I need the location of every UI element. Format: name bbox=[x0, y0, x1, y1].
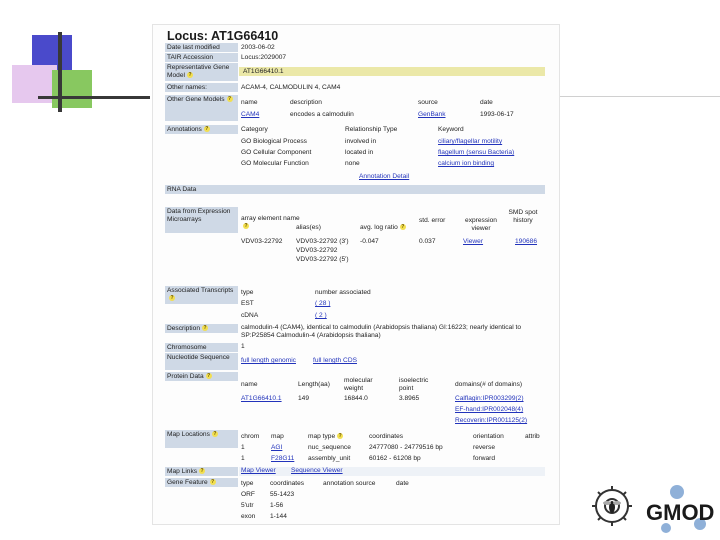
map-coordinates: 24777080 - 24779516 bp bbox=[369, 444, 443, 451]
transcript-count-link[interactable]: ( 2 ) bbox=[315, 312, 327, 319]
map-header-orientation: orientation bbox=[473, 433, 504, 440]
rep-gene-model-value: AT1G66410.1 bbox=[243, 68, 284, 75]
date-modified-value: 2003-06-02 bbox=[241, 44, 275, 51]
ogm-header-date: date bbox=[480, 99, 493, 106]
gene-feature-label: Gene Feature ? bbox=[165, 478, 238, 487]
map-coordinates: 60162 - 61208 bp bbox=[369, 455, 421, 462]
rep-gene-model-label: Representative Gene Model ? bbox=[165, 63, 238, 81]
annotation-keyword-link[interactable]: calcium ion binding bbox=[438, 160, 495, 167]
annotation-relationship: located in bbox=[345, 149, 374, 156]
help-icon[interactable]: ? bbox=[205, 126, 209, 133]
chromosome-label: Chromosome bbox=[165, 343, 238, 352]
ogm-name-link[interactable]: CAM4 bbox=[241, 111, 260, 118]
feature-type: exon bbox=[241, 513, 256, 520]
ogm-date: 1993-06-17 bbox=[480, 111, 514, 118]
transcripts-label: Associated Transcripts? bbox=[165, 286, 238, 304]
description-label: Description ? bbox=[165, 324, 238, 333]
protein-domain-link[interactable]: Calflagin:IPR003299(2) bbox=[455, 395, 524, 402]
annotations-header-category: Category bbox=[241, 126, 268, 133]
annotation-keyword-link[interactable]: flagellum (sensu Bacteria) bbox=[438, 149, 515, 156]
decor-rule-line bbox=[560, 96, 720, 97]
protein-weight: 16844.0 bbox=[344, 395, 368, 402]
annotation-detail-link[interactable]: Annotation Detail bbox=[359, 173, 410, 180]
map-header-chrom: chrom bbox=[241, 433, 260, 440]
feature-type: ORF bbox=[241, 491, 255, 498]
feature-type: 5'utr bbox=[241, 502, 254, 509]
date-modified-label: Date last modified bbox=[165, 43, 238, 52]
tair-accession-value: Locus:2029007 bbox=[241, 54, 287, 61]
ogm-header-description: description bbox=[290, 99, 322, 106]
microarray-alias: VDV03-22792 bbox=[296, 247, 338, 254]
map-orientation: reverse bbox=[473, 444, 495, 451]
microarray-alias: VDV03-22792 (3') bbox=[296, 238, 349, 245]
protein-header-name: name bbox=[241, 381, 258, 388]
feature-coordinates: 55-1423 bbox=[270, 491, 295, 498]
ogm-description: encodes a calmodulin bbox=[290, 111, 354, 118]
transcripts-header-type: type bbox=[241, 289, 254, 296]
map-type: nuc_sequence bbox=[308, 444, 351, 451]
protein-header-weight: molecular weight bbox=[344, 377, 373, 392]
gmod-logo-text: GMOD bbox=[646, 500, 715, 525]
map-chrom: 1 bbox=[241, 444, 245, 451]
decor-vertical-line bbox=[58, 32, 62, 112]
microarray-header-avg: avg. log ratio ? bbox=[360, 224, 405, 231]
microarray-avg-value: -0.047 bbox=[360, 238, 379, 245]
locus-detail-screenshot bbox=[152, 24, 560, 525]
map-links-row bbox=[239, 467, 545, 476]
gmod-logo-graphic bbox=[582, 478, 720, 540]
ogm-header-name: name bbox=[241, 99, 258, 106]
map-orientation: forward bbox=[473, 455, 495, 462]
protein-pi: 3.8965 bbox=[399, 395, 420, 402]
tair-accession-label: TAIR Accession bbox=[165, 53, 238, 62]
description-text: calmodulin-4 (CAM4), identical to calmodulin (Arabidopsis thaliana) GI:16223; nearly identical to SP:P25854 Calmodulin-4 (Arabidopsis thaliana) bbox=[241, 324, 522, 339]
annotation-relationship: involved in bbox=[345, 138, 377, 145]
help-icon[interactable]: ? bbox=[338, 433, 342, 440]
map-link[interactable]: F28G11 bbox=[271, 455, 295, 462]
help-icon[interactable]: ? bbox=[211, 479, 215, 486]
annotations-header-relationship: Relationship Type bbox=[345, 126, 398, 133]
full-genomic-link[interactable]: full length genomic bbox=[241, 357, 296, 364]
help-icon[interactable]: ? bbox=[213, 431, 217, 438]
microarray-std-value: 0.037 bbox=[419, 238, 436, 245]
ogm-header-source: source bbox=[418, 99, 438, 106]
transcript-type: EST bbox=[241, 300, 254, 307]
sequence-viewer-link[interactable]: Sequence Viewer bbox=[291, 467, 343, 474]
other-names-value: ACAM-4, CALMODULIN 4, CAM4 bbox=[241, 84, 341, 91]
help-icon[interactable]: ? bbox=[188, 72, 192, 79]
map-type: assembly_unit bbox=[308, 455, 351, 462]
rep-gene-model-highlight bbox=[239, 67, 545, 76]
help-icon[interactable]: ? bbox=[244, 223, 248, 230]
other-gene-models-label: Other Gene Models ? bbox=[165, 95, 238, 121]
transcript-count-link[interactable]: ( 28 ) bbox=[315, 300, 331, 307]
annotation-keyword-link[interactable]: ciliary/flagellar motility bbox=[438, 138, 503, 145]
microarray-header-history: SMD spot history bbox=[508, 209, 538, 224]
microarray-element-name: VDV03-22792 bbox=[241, 238, 283, 245]
map-viewer-link[interactable]: Map Viewer bbox=[241, 467, 276, 474]
annotations-header-keyword: Keyword bbox=[438, 126, 464, 133]
map-header-type: map type ? bbox=[308, 433, 342, 440]
protein-header-length: Length(aa) bbox=[298, 381, 330, 388]
nucleotide-label: Nucleotide Sequence bbox=[165, 353, 238, 370]
annotations-label: Annotations ? bbox=[165, 125, 238, 134]
ogm-source-link[interactable]: GenBank bbox=[418, 111, 446, 118]
feature-coordinates: 1-144 bbox=[270, 513, 287, 520]
microarray-header-alias: alias(es) bbox=[296, 224, 321, 231]
page-title: Locus: AT1G66410 bbox=[167, 29, 279, 43]
microarray-header-std: std. error bbox=[419, 217, 446, 224]
transcript-type: cDNA bbox=[241, 312, 259, 319]
feature-header-coordinates: coordinates bbox=[270, 480, 305, 487]
annotation-relationship: none bbox=[345, 160, 360, 167]
protein-header-domains: domains(# of domains) bbox=[455, 381, 523, 388]
decor-horizontal-line bbox=[38, 96, 150, 99]
other-names-label: Other names: bbox=[165, 83, 238, 92]
transcripts-header-number: number associated bbox=[315, 289, 371, 296]
help-icon[interactable]: ? bbox=[200, 468, 204, 475]
map-links-label: Map Links ? bbox=[165, 467, 238, 476]
feature-header-source: annotation source bbox=[323, 480, 376, 487]
help-icon[interactable]: ? bbox=[207, 373, 211, 380]
help-icon[interactable]: ? bbox=[170, 295, 174, 302]
microarray-viewer-link[interactable]: Viewer bbox=[463, 238, 484, 245]
microarray-header-element: array element name? bbox=[241, 215, 300, 230]
full-cds-link[interactable]: full length CDS bbox=[313, 357, 357, 364]
protein-data-label: Protein Data ? bbox=[165, 372, 238, 381]
microarray-alias: VDV03-22792 (5') bbox=[296, 256, 349, 263]
protein-header-pi: isoelectric point bbox=[399, 377, 429, 392]
map-header-coordinates: coordinates bbox=[369, 433, 404, 440]
microarray-history-link[interactable]: 190686 bbox=[515, 238, 538, 245]
protein-domain-link[interactable]: EF-hand:IPR002048(4) bbox=[455, 406, 524, 413]
feature-header-date: date bbox=[396, 480, 409, 487]
map-link[interactable]: AGI bbox=[271, 444, 283, 451]
feature-header-type: type bbox=[241, 480, 254, 487]
annotation-category: GO Molecular Function bbox=[241, 160, 309, 167]
microarray-label: Data from Expression Microarrays bbox=[165, 207, 238, 233]
feature-coordinates: 1-56 bbox=[270, 502, 284, 509]
map-header-map: map bbox=[271, 433, 284, 440]
protein-domain-link[interactable]: Recoverin:IPR001125(2) bbox=[455, 417, 528, 424]
help-icon[interactable]: ? bbox=[228, 96, 232, 103]
map-chrom: 1 bbox=[241, 455, 245, 462]
protein-name-link[interactable]: AT1G66410.1 bbox=[241, 395, 282, 402]
help-icon[interactable]: ? bbox=[401, 224, 405, 231]
protein-length: 149 bbox=[298, 395, 310, 402]
chromosome-value: 1 bbox=[241, 343, 245, 350]
rna-data-section: RNA Data bbox=[165, 185, 545, 194]
annotation-category: GO Biological Process bbox=[241, 138, 307, 145]
annotation-category: GO Cellular Component bbox=[241, 149, 312, 156]
gmod-logo bbox=[582, 478, 720, 540]
map-locations-label: Map Locations ? bbox=[165, 430, 238, 448]
microarray-header-viewer: expression viewer bbox=[465, 217, 497, 232]
map-header-attrib: attrib bbox=[525, 433, 540, 440]
help-icon[interactable]: ? bbox=[203, 325, 207, 332]
